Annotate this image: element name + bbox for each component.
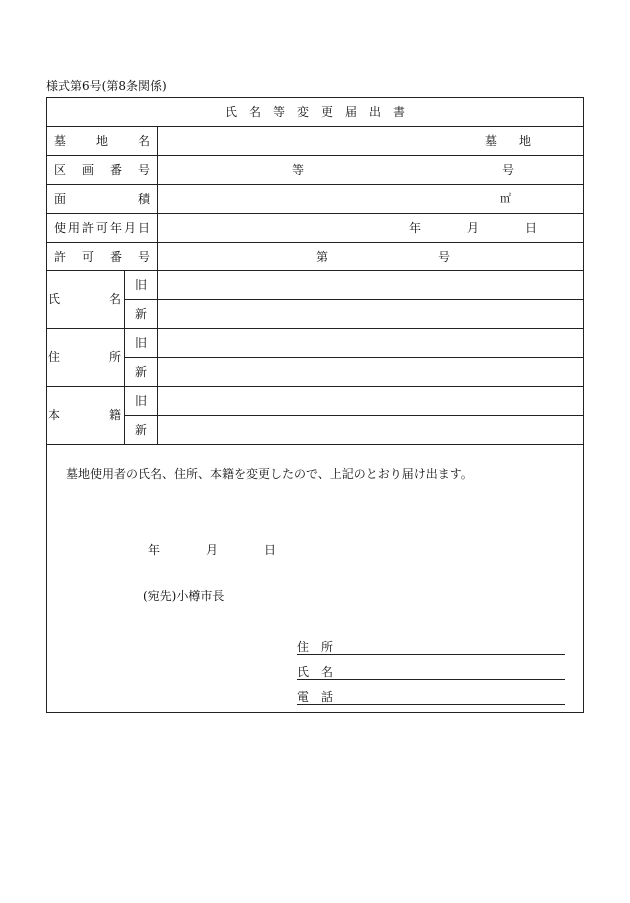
submit-day-char: 日	[264, 543, 277, 557]
label-char: 可	[81, 250, 94, 264]
label-char: 番	[109, 163, 122, 177]
label-char: 名	[108, 292, 121, 306]
permit-number-field[interactable]	[160, 243, 580, 270]
signature-name-label: 氏 名	[297, 665, 334, 679]
name-new-label: 新	[135, 307, 148, 321]
table-border-right	[583, 97, 584, 712]
section-number-char: 号	[502, 163, 515, 177]
table-border-top	[46, 97, 584, 98]
label-section-number	[54, 164, 150, 176]
domicile-new-field[interactable]	[160, 416, 580, 443]
label-char: 名	[137, 134, 150, 148]
label-permit-date: 使用許可年月日	[54, 221, 153, 235]
permit-date-field[interactable]	[160, 214, 580, 242]
label-char: 墓	[54, 134, 67, 148]
address-old-field[interactable]	[160, 329, 580, 356]
domicile-old-label: 旧	[135, 394, 148, 408]
signature-name-line[interactable]	[297, 679, 565, 680]
label-char: 積	[137, 192, 150, 206]
label-char: 本	[48, 408, 61, 422]
submit-month-char: 月	[206, 543, 219, 557]
signature-phone-label: 電 話	[297, 690, 334, 704]
label-area	[54, 193, 150, 205]
signature-phone-line[interactable]	[297, 704, 565, 705]
label-grave-name	[54, 135, 150, 147]
section-number-field[interactable]	[160, 156, 580, 184]
grave-name-field[interactable]	[160, 127, 580, 155]
label-char: 号	[137, 163, 150, 177]
address-old-label: 旧	[135, 336, 148, 350]
address-new-field[interactable]	[160, 358, 580, 385]
label-char: 番	[109, 250, 122, 264]
label-char: 号	[137, 250, 150, 264]
signature-address-line[interactable]	[297, 654, 565, 655]
permit-number-suffix: 号	[438, 250, 451, 264]
label-char: 区	[54, 163, 67, 177]
label-char: 面	[54, 192, 67, 206]
area-unit: ㎡	[500, 192, 511, 205]
label-char: 氏	[48, 292, 61, 306]
label-char: 所	[108, 350, 121, 364]
label-change-address	[48, 351, 121, 363]
permit-number-prefix: 第	[316, 250, 329, 264]
submit-year-char: 年	[148, 543, 161, 557]
label-permit-number	[54, 251, 150, 263]
signature-address-label: 住 所	[297, 640, 334, 654]
column-divider	[124, 270, 125, 444]
declaration-text: 墓地使用者の氏名、住所、本籍を変更したので、上記のとおり届け出ます。	[66, 467, 473, 481]
permit-day-char: 日	[525, 221, 538, 235]
domicile-old-field[interactable]	[160, 387, 580, 414]
grave-name-suffix-2: 地	[519, 134, 532, 148]
label-change-name	[48, 293, 121, 305]
table-border-bottom	[46, 712, 584, 713]
domicile-new-label: 新	[135, 423, 148, 437]
column-divider	[157, 126, 158, 444]
name-old-label: 旧	[135, 278, 148, 292]
form-id: 様式第6号(第8条関係)	[46, 79, 167, 93]
label-char: 画	[81, 163, 94, 177]
label-char: 地	[95, 134, 108, 148]
label-change-domicile	[48, 409, 121, 421]
label-char: 許	[54, 250, 67, 264]
addressee: (宛先)小樽市長	[143, 589, 225, 603]
address-new-label: 新	[135, 365, 148, 379]
name-old-field[interactable]	[160, 271, 580, 298]
section-grade-char: 等	[292, 163, 305, 177]
row-divider	[46, 444, 584, 445]
table-border-left	[46, 97, 47, 712]
label-char: 住	[48, 350, 61, 364]
name-new-field[interactable]	[160, 300, 580, 327]
label-char: 籍	[108, 408, 121, 422]
form-title: 氏 名 等 変 更 届 出 書	[224, 105, 405, 119]
grave-name-suffix-1: 墓	[485, 134, 498, 148]
area-field[interactable]	[160, 185, 580, 213]
permit-month-char: 月	[467, 221, 480, 235]
permit-year-char: 年	[409, 221, 422, 235]
